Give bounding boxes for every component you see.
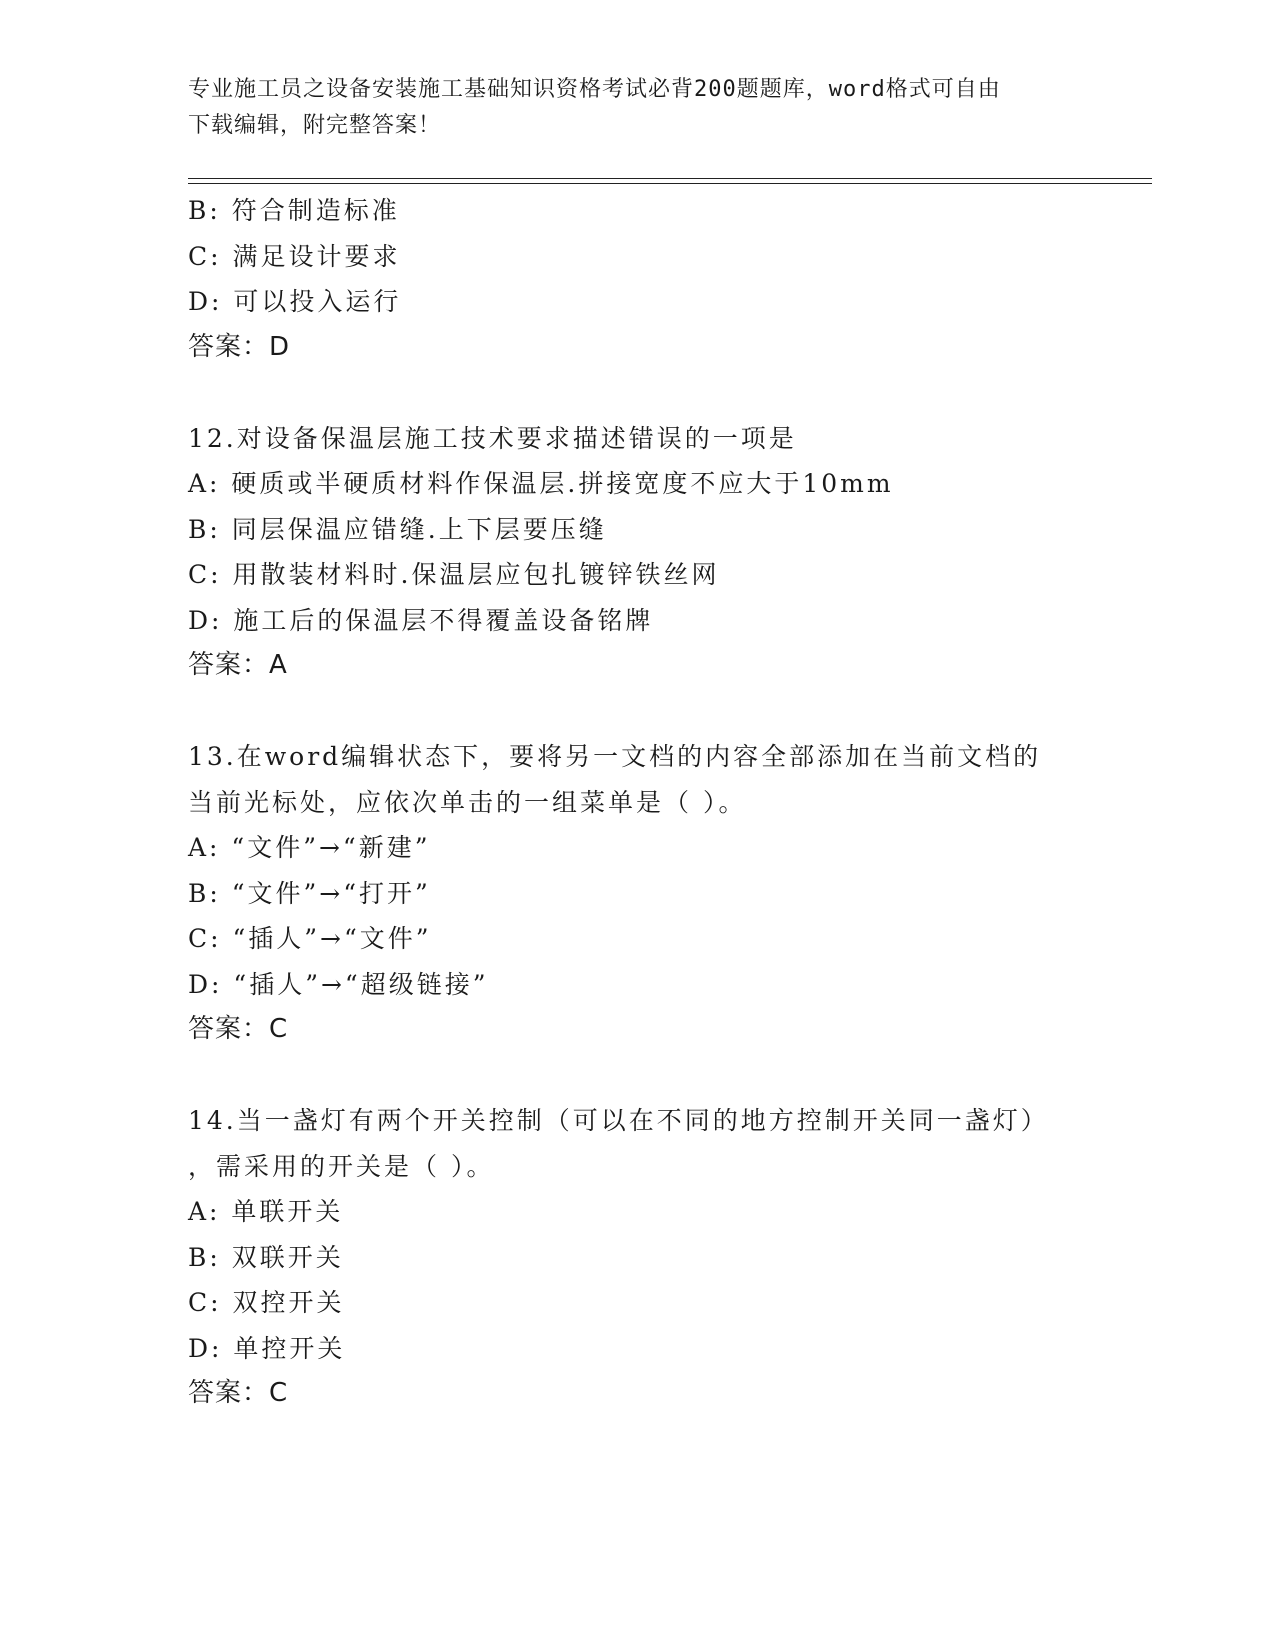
question-stem-line-2: 当前光标处，应依次单击的一组菜单是（ ）。: [188, 787, 747, 817]
option-d: D: 单控开关: [188, 1333, 346, 1363]
option-c: C: “插人”→“文件”: [188, 924, 432, 953]
header-line-2: 下载编辑，附完整答案！: [188, 113, 442, 138]
option-b: B: “文件”→“打开”: [188, 878, 431, 908]
answer: 答案：A: [188, 650, 288, 680]
spacer: [188, 689, 1088, 735]
header-divider-top: [188, 178, 1152, 179]
answer: 答案：D: [188, 331, 291, 362]
option-d: D: 可以投入运行: [188, 287, 402, 316]
option-c: C: 满足设计要求: [188, 241, 401, 271]
question-stem-line-1: 13.在word编辑状态下，要将另一文档的内容全部添加在当前文档的: [188, 742, 1042, 771]
document-body: [188, 188, 1088, 1417]
option-c: C: 双控开关: [188, 1288, 345, 1317]
option-b: B: 同层保温应错缝.上下层要压缝: [188, 514, 607, 544]
question-stem: 12.对设备保温层施工技术要求描述错误的一项是: [188, 423, 797, 453]
question-12: [188, 416, 1088, 689]
option-a: A: “文件”→“新建”: [188, 833, 431, 862]
answer: 答案：C: [188, 1378, 289, 1408]
option-a: A: 硬质或半硬质材料作保温层.拼接宽度不应大于10mm: [188, 469, 894, 498]
header-line-1: 专业施工员之设备安装施工基础知识资格考试必背200题题库，word格式可自由: [188, 77, 1001, 102]
question-13: [188, 734, 1088, 1053]
header-divider-bottom: [188, 183, 1152, 184]
option-b: B: 双联开关: [188, 1242, 344, 1272]
spacer: [188, 370, 1088, 416]
option-b: B: 符合制造标准: [188, 196, 400, 225]
option-d: D: 施工后的保温层不得覆盖设备铭牌: [188, 605, 654, 635]
document-header: [188, 72, 1088, 144]
question-stem-line-2: ，需采用的开关是（ ）。: [188, 1151, 495, 1181]
option-d: D: “插人”→“超级链接”: [188, 969, 489, 999]
question-14: [188, 1098, 1088, 1417]
question-stem-line-1: 14.当一盏灯有两个开关控制（可以在不同的地方控制开关同一盏灯）: [188, 1106, 1049, 1135]
option-c: C: 用散装材料时.保温层应包扎镀锌铁丝网: [188, 560, 720, 589]
spacer: [188, 1053, 1088, 1099]
question-11: [188, 188, 1088, 370]
answer: 答案：C: [188, 1014, 289, 1044]
option-a: A: 单联开关: [188, 1197, 344, 1226]
